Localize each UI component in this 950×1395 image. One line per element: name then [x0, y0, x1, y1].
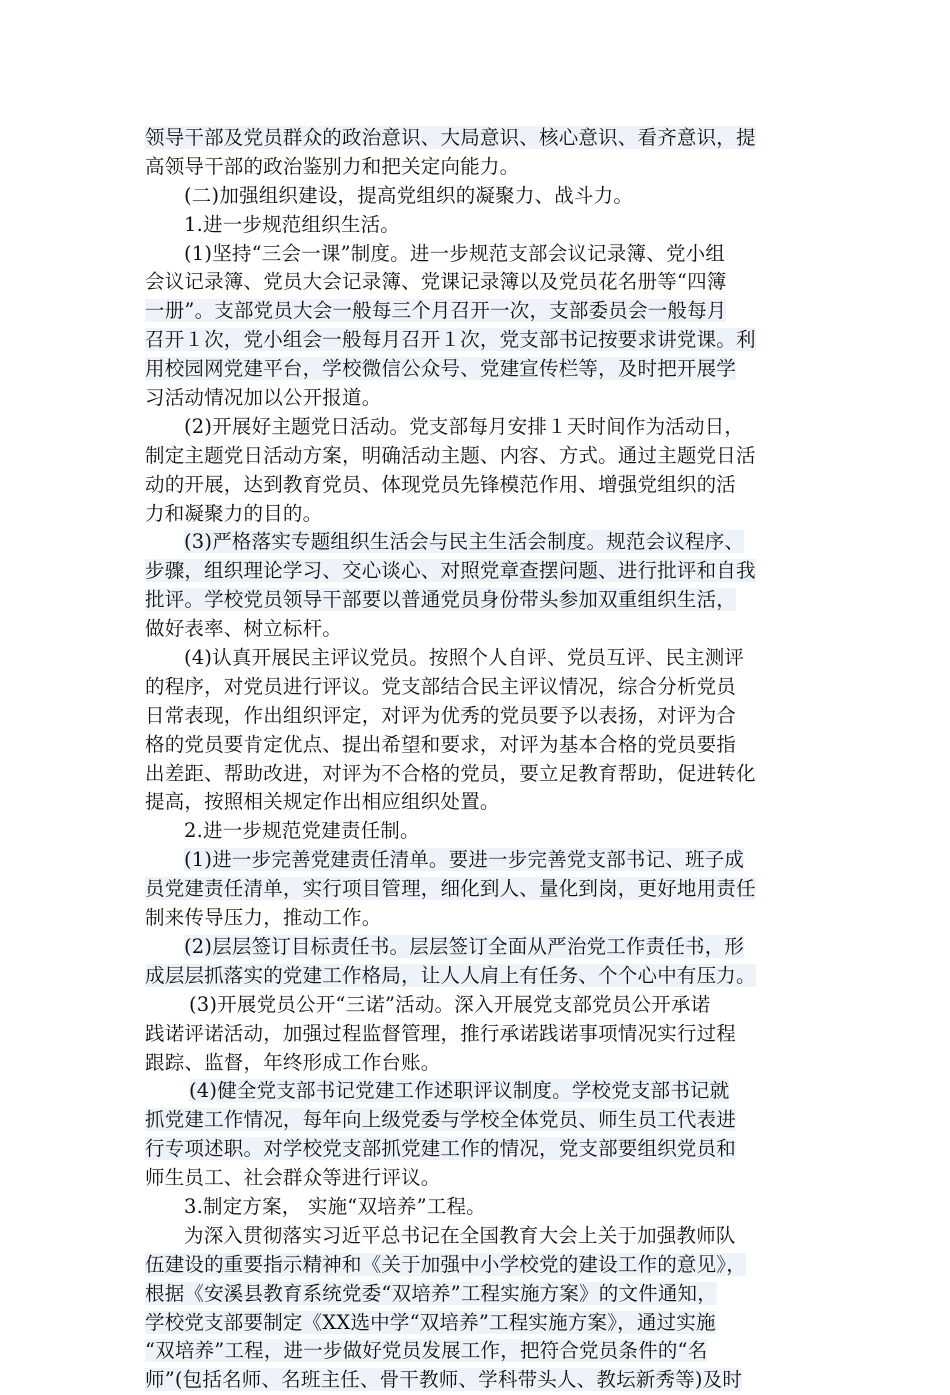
text-line-content: (1)坚持“三会一课”制度。进一步规范支部会议记录簿、党小组	[184, 241, 726, 265]
text-line-content: (二)加强组织建设，提高党组织的凝聚力、战斗力。	[184, 183, 634, 207]
text-line	[145, 1135, 813, 1164]
text-line-content: 日常表现，作出组织评定，对评为优秀的党员要予以表扬，对评为合	[145, 703, 737, 727]
text-line	[145, 1309, 813, 1338]
text-line-content: 2.进一步规范党建责任制。	[184, 819, 420, 843]
text-line	[145, 355, 813, 384]
text-line-content: (4)认真开展民主评议党员。按照个人自评、党员互评、民主测评	[184, 646, 745, 670]
text-line-content: 学校党支部要制定《XX选中学“双培养”工程实施方案》，通过实施	[145, 1310, 716, 1334]
text-line	[145, 528, 813, 557]
text-line	[145, 702, 813, 731]
text-line	[145, 471, 813, 500]
text-line-content: (3)开展党员公开“三诺”活动。深入开展党支部党员公开承诺	[189, 992, 711, 1016]
text-line-content: 出差距、帮助改进，对评为不合格的党员，要立足教育帮助，促进转化	[145, 761, 756, 785]
text-line-content: 高领导干部的政治鉴别力和把关定向能力。	[145, 154, 520, 178]
text-line-content: 师生员工、社会群众等进行评议。	[145, 1166, 441, 1190]
text-line-content: 3.制定方案， 实施“双培养”工程。	[184, 1194, 486, 1218]
text-line-content: (2)层层签订目标责任书。层层签订全面从严治党工作责任书，形	[184, 934, 745, 958]
text-line-content: 1.进一步规范组织生活。	[184, 212, 401, 236]
text-line-content: (4)健全党支部书记党建工作述职评议制度。学校党支部书记就	[189, 1079, 730, 1103]
text-line	[145, 1049, 813, 1078]
text-line	[145, 586, 813, 615]
text-line-content: 制来传导压力，推动工作。	[145, 906, 382, 930]
text-line-content: 跟踪、监督，年终形成工作台账。	[145, 1050, 441, 1074]
text-line	[145, 615, 813, 644]
text-line	[145, 384, 813, 413]
text-line	[145, 875, 813, 904]
text-line	[145, 500, 813, 529]
text-line-content: (1)进一步完善党建责任清单。要进一步完善党支部书记、班子成	[184, 848, 745, 872]
text-line	[145, 933, 813, 962]
text-line-content: 为深入贯彻落实习近平总书记在全国教育大会上关于加强教师队	[184, 1223, 736, 1247]
text-line-content: 动的开展，达到教育党员、体现党员先锋模范作用、增强党组织的活	[145, 472, 737, 496]
text-line-content: 抓党建工作情况，每年向上级党委与学校全体党员、师生员工代表进	[145, 1108, 737, 1132]
text-line	[145, 557, 813, 586]
text-line-content: 习活动情况加以公开报道。	[145, 386, 382, 410]
text-line-content: 员党建责任清单，实行项目管理，细化到人、量化到岗，更好地用责任	[145, 877, 756, 901]
text-line	[145, 644, 813, 673]
text-line	[145, 1222, 813, 1251]
text-line-content: 制定主题党日活动方案，明确活动主题、内容、方式。通过主题党日活	[145, 443, 756, 467]
text-line	[145, 846, 813, 875]
text-line	[145, 182, 813, 211]
text-line-content: 做好表率、树立标杆。	[145, 617, 343, 641]
text-line-content: 召开１次，党小组会一般每月召开１次，党支部书记按要求讲党课。利	[145, 328, 756, 352]
text-line	[145, 268, 813, 297]
text-line-content: 伍建设的重要指示精神和《关于加强中小学校党的建设工作的意见》，	[145, 1252, 746, 1276]
text-line	[145, 297, 813, 326]
text-line	[145, 153, 813, 182]
text-line-content: 会议记录簿、党员大会记录簿、党课记录簿以及党员花名册等“四簿	[145, 270, 727, 294]
text-line	[145, 1020, 813, 1049]
text-line-content: “双培养”工程，进一步做好党员发展工作，把符合党员条件的“名	[145, 1339, 708, 1363]
text-line	[145, 413, 813, 442]
text-line-content: 用校园网党建平台，学校微信公众号、党建宣传栏等，及时把开展学	[145, 357, 737, 381]
text-line-content: 步骤，组织理论学习、交心谈心、对照党章查摆问题、进行批评和自我	[145, 559, 756, 583]
text-line	[145, 1366, 813, 1395]
text-line	[145, 904, 813, 933]
text-line-content: 践诺评诺活动，加强过程监督管理，推行承诺践诺事项情况实行过程	[145, 1021, 737, 1045]
text-line-content: 格的党员要肯定优点、提出希望和要求，对评为基本合格的党员要指	[145, 732, 737, 756]
text-line	[145, 124, 813, 153]
text-line-content: 根据《安溪县教育系统党委“双培养”工程实施方案》的文件通知，	[145, 1281, 717, 1305]
text-line-content: 领导干部及党员群众的政治意识、大局意识、核心意识、看齐意识，提	[145, 126, 756, 149]
text-line-content: 批评。学校党员领导干部要以普通党员身份带头参加双重组织生活，	[145, 588, 737, 612]
text-line-content: 行专项述职。对学校党支部抓党建工作的情况，党支部要组织党员和	[145, 1137, 737, 1161]
text-line	[145, 731, 813, 760]
text-line	[145, 211, 813, 240]
text-line	[145, 788, 813, 817]
text-line-content: 一册”。支部党员大会一般每三个月召开一次，支部委员会一般每月	[145, 299, 727, 323]
text-line	[145, 962, 813, 991]
text-line	[145, 240, 813, 269]
text-line-content: (3)严格落实专题组织生活会与民主生活会制度。规范会议程序、	[184, 530, 745, 554]
text-line-content: 的程序，对党员进行评议。党支部结合民主评议情况，综合分析党员	[145, 674, 737, 698]
text-line	[145, 1337, 813, 1366]
text-line-content: (2)开展好主题党日活动。党支部每月安排１天时间作为活动日，	[184, 414, 745, 438]
text-line-content: 成层层抓落实的党建工作格局，让人人肩上有任务、个个心中有压力。	[145, 963, 756, 987]
text-line	[145, 326, 813, 355]
text-line	[145, 991, 813, 1020]
text-line-content: 师”(包括名师、名班主任、骨干教师、学科带头人、教坛新秀等)及时	[145, 1368, 743, 1392]
text-line	[145, 1193, 813, 1222]
text-line	[145, 760, 813, 789]
text-line-content: 力和凝聚力的目的。	[145, 501, 323, 525]
text-line	[145, 673, 813, 702]
text-line	[145, 817, 813, 846]
text-line	[145, 1251, 813, 1280]
text-line	[145, 1106, 813, 1135]
text-line	[145, 442, 813, 471]
text-line	[145, 1280, 813, 1309]
text-line	[145, 1077, 813, 1106]
text-line-content: 提高，按照相关规定作出相应组织处置。	[145, 790, 500, 814]
document-body	[145, 124, 813, 1395]
text-line	[145, 1164, 813, 1193]
